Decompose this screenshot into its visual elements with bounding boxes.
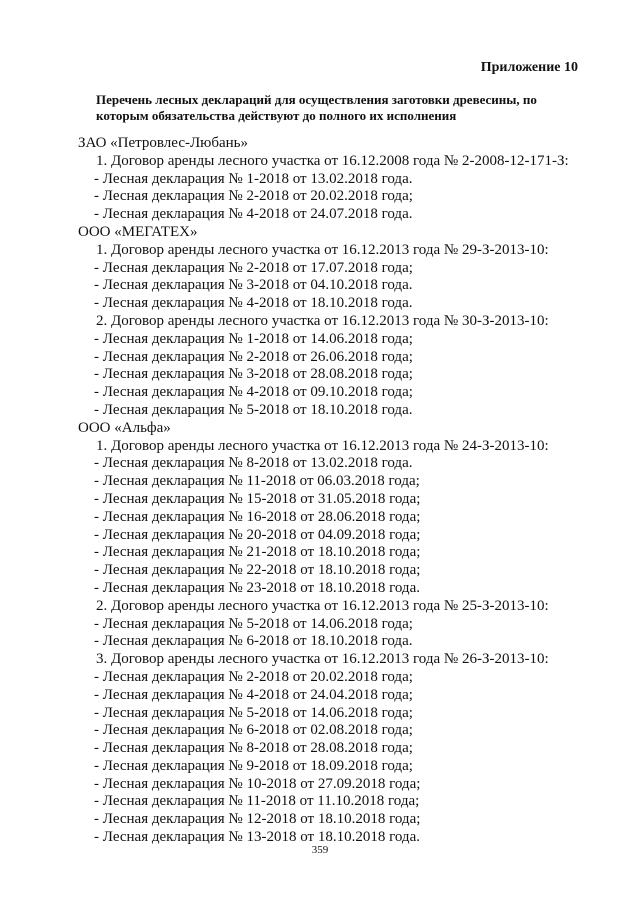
- declaration-line: - Лесная декларация № 6-2018 от 18.10.2018 года.: [94, 633, 413, 650]
- declaration-line: - Лесная декларация № 11-2018 от 11.10.2018 года;: [94, 793, 420, 810]
- document-title-line-1: Перечень лесных деклараций для осуществления заготовки древесины, по: [96, 92, 537, 107]
- declaration-line: - Лесная декларация № 4-2018 от 09.10.2018 года;: [94, 384, 413, 401]
- declaration-line: - Лесная декларация № 8-2018 от 28.08.2018 года;: [94, 740, 413, 757]
- contract-line: 3. Договор аренды лесного участка от 16.12.2013 года № 26-З-2013-10:: [96, 651, 549, 668]
- document-title: [96, 92, 576, 124]
- declaration-line: - Лесная декларация № 16-2018 от 28.06.2018 года;: [94, 508, 421, 525]
- declaration-line: - Лесная декларация № 1-2018 от 13.02.2018 года.: [94, 170, 413, 187]
- contract-line: 2. Договор аренды лесного участка от 16.12.2013 года № 30-З-2013-10:: [96, 312, 549, 329]
- declaration-line: - Лесная декларация № 15-2018 от 31.05.2018 года;: [94, 490, 421, 507]
- declaration-line: - Лесная декларация № 2-2018 от 20.02.2018 года;: [94, 668, 413, 685]
- declaration-line: - Лесная декларация № 5-2018 от 18.10.2018 года.: [94, 401, 413, 418]
- declaration-line: - Лесная декларация № 2-2018 от 26.06.2018 года;: [94, 348, 413, 365]
- contract-line: 2. Договор аренды лесного участка от 16.12.2013 года № 25-З-2013-10:: [96, 597, 549, 614]
- contract-line: 1. Договор аренды лесного участка от 16.12.2008 года № 2-2008-12-171-З:: [96, 152, 569, 169]
- declaration-line: - Лесная декларация № 10-2018 от 27.09.2018 года;: [94, 775, 421, 792]
- contract-line: 1. Договор аренды лесного участка от 16.12.2013 года № 29-З-2013-10:: [96, 241, 549, 258]
- declaration-line: - Лесная декларация № 1-2018 от 14.06.2018 года;: [94, 330, 413, 347]
- declaration-line: - Лесная декларация № 4-2018 от 24.07.2018 года.: [94, 206, 413, 223]
- declaration-line: - Лесная декларация № 2-2018 от 20.02.2018 года;: [94, 188, 413, 205]
- declaration-line: - Лесная декларация № 21-2018 от 18.10.2018 года;: [94, 544, 421, 561]
- organization-heading: ООО «Альфа»: [78, 419, 171, 436]
- declaration-line: - Лесная декларация № 9-2018 от 18.09.2018 года;: [94, 757, 413, 774]
- declaration-line: - Лесная декларация № 4-2018 от 18.10.2018 года.: [94, 295, 413, 312]
- declarations-list: [78, 135, 618, 847]
- declaration-line: - Лесная декларация № 12-2018 от 18.10.2018 года;: [94, 811, 421, 828]
- organization-heading: ЗАО «Петровлес-Любань»: [78, 135, 249, 151]
- document-title-line-2: которым обязательства действуют до полного их исполнения: [96, 108, 457, 123]
- contract-line: 1. Договор аренды лесного участка от 16.12.2013 года № 24-З-2013-10:: [96, 437, 549, 454]
- declaration-line: - Лесная декларация № 20-2018 от 04.09.2018 года;: [94, 526, 421, 543]
- appendix-label: Приложение 10: [480, 60, 578, 75]
- declaration-line: - Лесная декларация № 22-2018 от 18.10.2018 года;: [94, 562, 421, 579]
- declaration-line: - Лесная декларация № 3-2018 от 04.10.2018 года.: [94, 277, 413, 294]
- declaration-line: - Лесная декларация № 8-2018 от 13.02.2018 года.: [94, 455, 413, 472]
- declaration-line: - Лесная декларация № 3-2018 от 28.08.2018 года;: [94, 366, 413, 383]
- page-number: 359: [311, 844, 329, 856]
- declaration-line: - Лесная декларация № 5-2018 от 14.06.2018 года;: [94, 615, 413, 632]
- organization-heading: ООО «МЕГАТЕХ»: [78, 223, 198, 240]
- declaration-line: - Лесная декларация № 11-2018 от 06.03.2018 года;: [94, 473, 420, 490]
- declaration-line: - Лесная декларация № 23-2018 от 18.10.2018 года.: [94, 579, 420, 596]
- declaration-line: - Лесная декларация № 4-2018 от 24.04.2018 года;: [94, 686, 413, 703]
- declaration-line: - Лесная декларация № 2-2018 от 17.07.2018 года;: [94, 259, 413, 276]
- declaration-line: - Лесная декларация № 6-2018 от 02.08.2018 года;: [94, 722, 413, 739]
- declaration-line: - Лесная декларация № 13-2018 от 18.10.2018 года.: [94, 829, 420, 846]
- declaration-line: - Лесная декларация № 5-2018 от 14.06.2018 года;: [94, 704, 413, 721]
